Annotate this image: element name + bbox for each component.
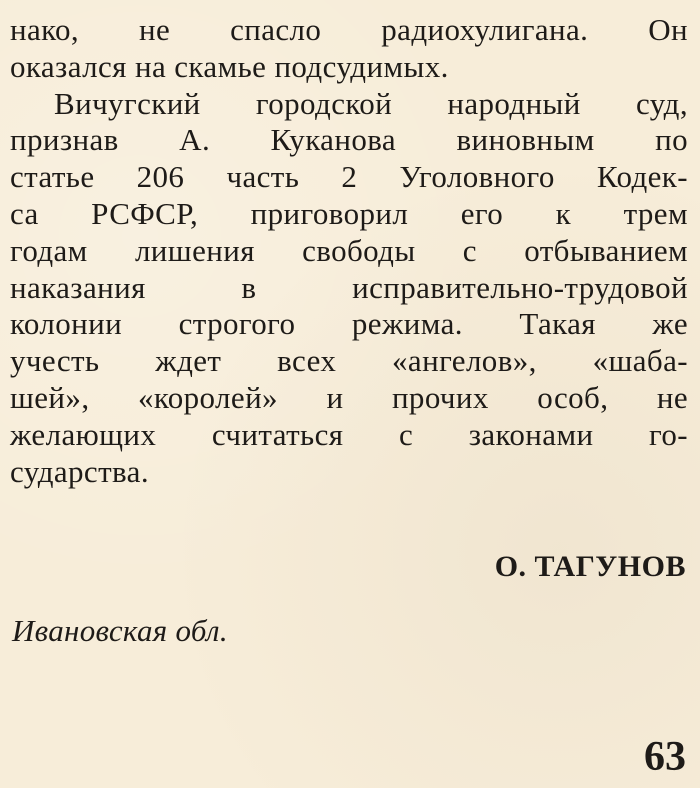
text-line: годам лишения свободы с отбыванием	[10, 232, 688, 268]
article-text	[10, 12, 688, 490]
text-line: колонии строгого режима. Такая же	[10, 306, 688, 342]
text-line: признав А. Куканова виновным по	[10, 122, 688, 158]
author-signature: О. ТАГУНОВ	[494, 550, 686, 583]
page-number: 63	[644, 734, 686, 780]
region-label: Ивановская обл.	[12, 613, 228, 648]
text-line: желающих считаться с законами го-	[10, 416, 688, 452]
text-line: наказания в исправительно-трудовой	[10, 269, 688, 305]
text-line: оказался на скамье подсудимых.	[10, 48, 449, 84]
text-line: нако, не спасло радиохулигана. Он	[10, 12, 688, 47]
text-line: статье 206 часть 2 Уголовного Кодек-	[10, 159, 688, 195]
text-line: учесть ждет всех «ангелов», «шаба-	[10, 343, 688, 379]
text-line: сударства.	[10, 453, 149, 489]
text-line: шей», «королей» и прочих особ, не	[10, 379, 688, 415]
paragraph-first-line: Вичугский городской народный суд,	[54, 85, 688, 121]
text-line: са РСФСР, приговорил его к трем	[10, 195, 688, 231]
